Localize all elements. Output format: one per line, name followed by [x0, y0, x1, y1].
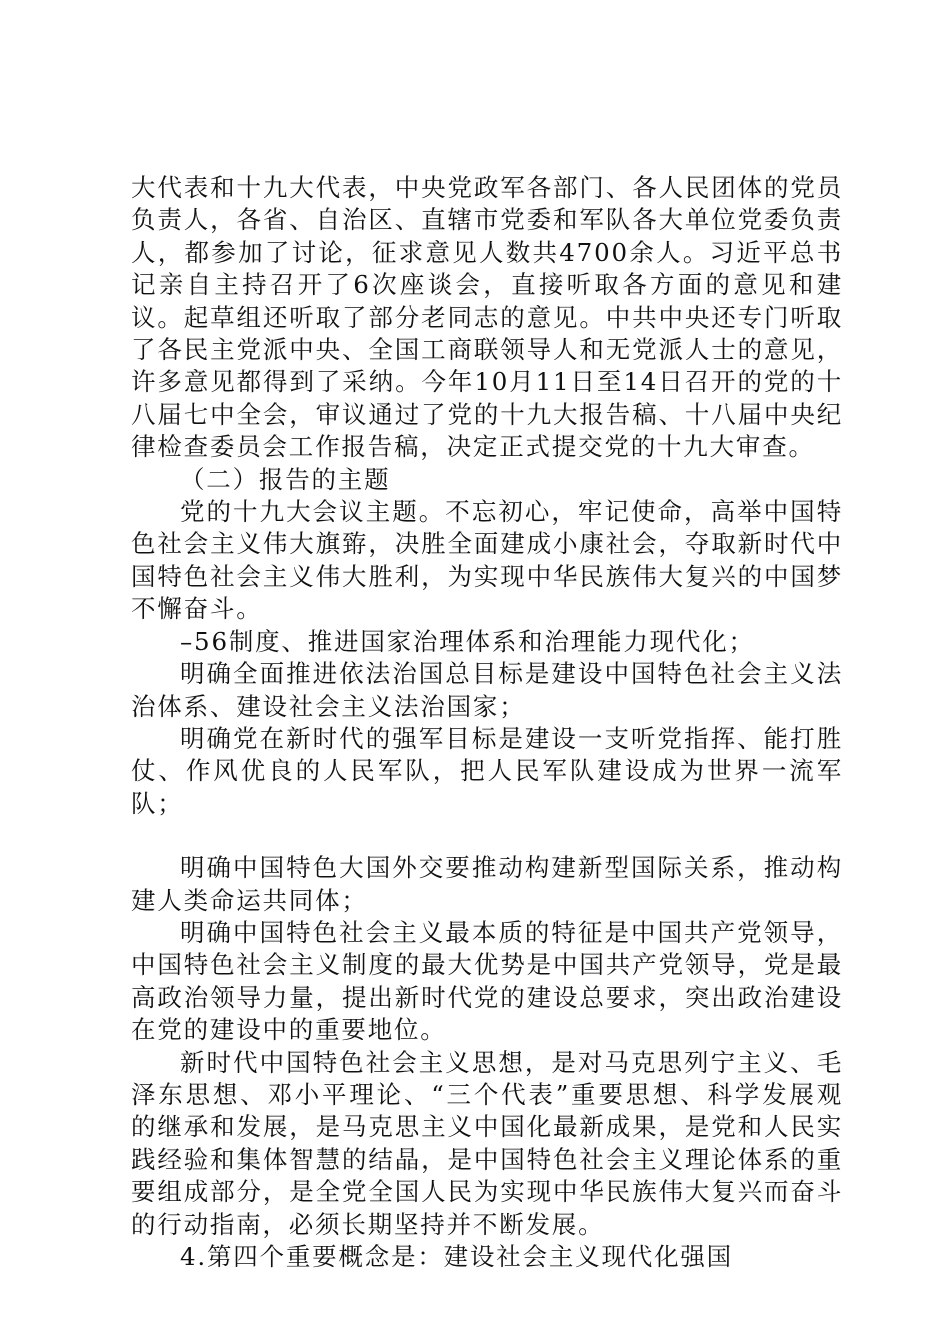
paragraph-congress-theme: 党的十九大会议主题。不忘初心，牢记使命，高举中国特色社会主义伟大旗臶，决胜全面建成小康社会，夺取新时代中国特色社会主义伟大胜利，为实现中华民族伟大复兴的中国梦不懈奋斗。 [131, 497, 843, 624]
paragraph-party-leadership: 明确中国特色社会主义最本质的特征是中国共产党领导，中国特色社会主义制度的最大优势是中国共产党领导，党是最高政治领导力量，提出新时代党的建设总要求，突出政治建设在党的建设中的重要地位。 [131, 917, 843, 1045]
document-body [131, 172, 843, 1273]
paragraph-new-era-thought: 新时代中国特色社会主义思想，是对马克思列宁主义、毛泽东思想、邓小平理论、“三个代表”重要思想、科学发展观的继承和发展，是马克思主义中国化最新成果，是党和人民实践经验和集体智慧的结晶，是中国特色社会主义理论体系的重要组成部分，是全党全国人民为实现中华民族伟大复兴而奋斗的行动指南，必须长期坚持并不断发展。 [131, 1047, 843, 1239]
section-heading-report-theme: （二）报告的主题 [180, 464, 391, 494]
paragraph-governance-modernization: –56制度、推进国家治理体系和治理能力现代化； [180, 626, 755, 656]
paragraph-strong-military: 明确党在新时代的强军目标是建设一支听党指挥、能打胜仗、作风优良的人民军队，把人民军队建设成为世界一流军队； [131, 723, 843, 818]
paragraph-major-country-diplomacy: 明确中国特色大国外交要推动构建新型国际关系，推动构建人类命运共同体； [131, 853, 843, 915]
paragraph-drafting-consultation: 大代表和十九大代表，中央党政军各部门、各人民团体的党员负责人，各省、自治区、直辖市党委和军队各大单位党委负责人，都参加了讨论，征求意见人数共4700余人。习近平总书记亲自主持召开了6次座谈会，直接听取各方面的意见和建议。起草组还听取了部分老同志的意见。中共中央还专门听取了各民主党派中央、全国工商联领导人和无党派人士的意见，许多意见都得到了采纳。今年10月11日至14日召开的党的十八届七中全会，审议通过了党的十九大报告稿、十八届中央纪律检查委员会工作报告稿，决定正式提交党的十九大审查。 [131, 173, 843, 462]
paragraph-rule-of-law: 明确全面推进依法治国总目标是建设中国特色社会主义法治体系、建设社会主义法治国家； [131, 659, 843, 721]
paragraph-spacer [131, 820, 843, 852]
paragraph-fourth-concept: 4.第四个重要概念是：建设社会主义现代化强国 [180, 1242, 733, 1271]
